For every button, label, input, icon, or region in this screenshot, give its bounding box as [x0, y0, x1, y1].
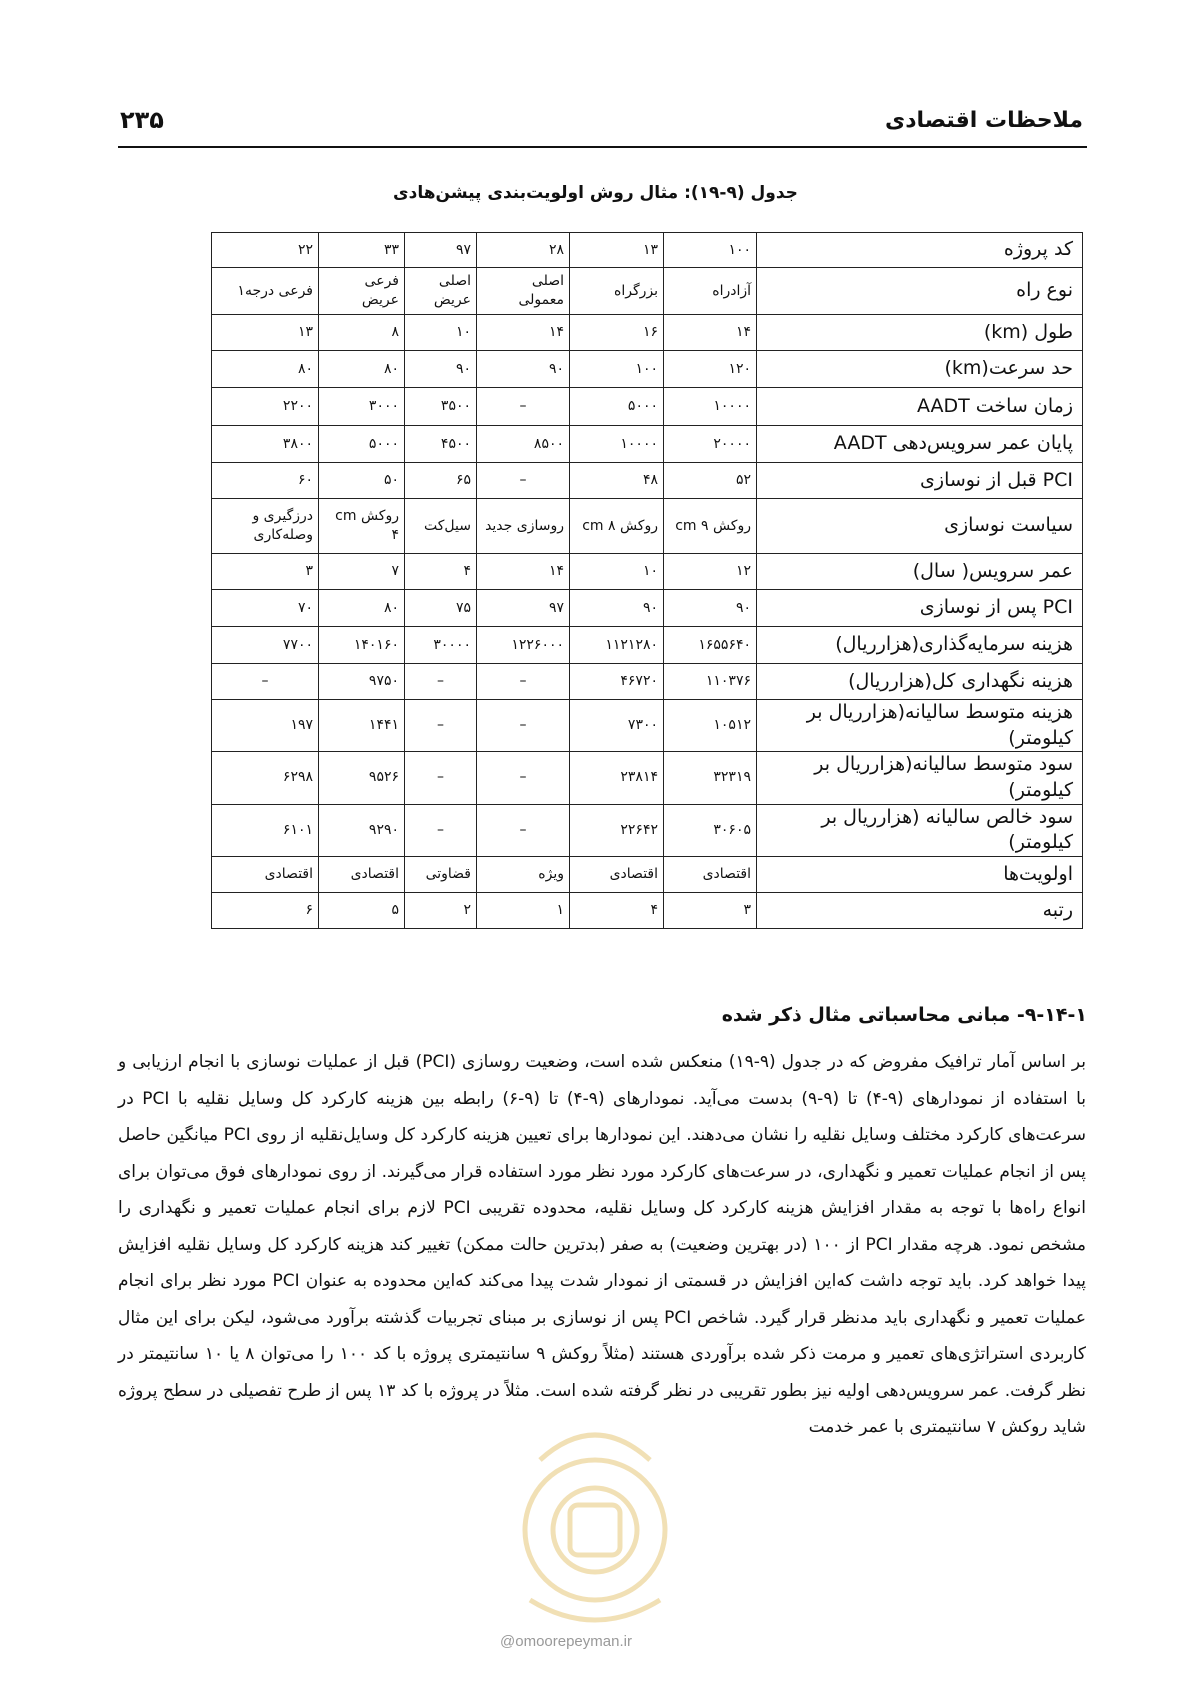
table-cell: قضاوتی: [405, 856, 477, 892]
table-row: [212, 700, 1083, 752]
table-cell: ۳۰۰۰۰: [405, 627, 477, 664]
table-cell: –: [477, 388, 570, 426]
table-cell: ۹۷: [405, 233, 477, 268]
row-label: نوع راه: [757, 268, 1083, 315]
table-cell: ۱۴: [477, 554, 570, 590]
row-label: هزینه نگهداری کل(هزارریال): [757, 664, 1083, 700]
table-cell: ۶۰: [212, 463, 319, 499]
table-cell: –: [405, 752, 477, 804]
table-cell: آزادراه: [664, 268, 757, 315]
table-cell: ۱۶۵۵۶۴۰: [664, 627, 757, 664]
table-caption: جدول (۹-۱۹): مثال روش اولویت‌بندی پیشن‌هادی: [393, 183, 798, 203]
table-cell: اصلی معمولی: [477, 268, 570, 315]
table-cell: ۵۲: [664, 463, 757, 499]
table-cell: ۲۸: [477, 233, 570, 268]
table-cell: ۹۰: [477, 351, 570, 388]
table-cell: –: [477, 700, 570, 752]
table-cell: ۶۱۰۱: [212, 804, 319, 856]
table-cell: ۱۴۰۱۶۰: [319, 627, 405, 664]
table-cell: ۹۰: [405, 351, 477, 388]
page-number: ۲۳۵: [120, 106, 164, 134]
table-cell: ۲۲۶۴۲: [570, 804, 664, 856]
table-cell: ۱۳: [570, 233, 664, 268]
table-row: [212, 233, 1083, 268]
table-cell: اصلی عریض: [405, 268, 477, 315]
table-cell: درزگیری و وصله‌کاری: [212, 499, 319, 554]
section-heading: ۹-۱۴-۱- مبانی محاسباتی مثال ذکر شده: [721, 1004, 1087, 1026]
table-cell: ۵۰: [319, 463, 405, 499]
table-cell: ۹۷: [477, 590, 570, 627]
table-cell: ۳۳: [319, 233, 405, 268]
table-cell: اقتصادی: [570, 856, 664, 892]
table-cell: ۶۵: [405, 463, 477, 499]
table-cell: ۱۴: [477, 315, 570, 351]
table-cell: ۸۵۰۰: [477, 426, 570, 463]
table-cell: بزرگراه: [570, 268, 664, 315]
table-cell: ۵۰۰۰: [570, 388, 664, 426]
row-label: سیاست نوسازی: [757, 499, 1083, 554]
table-cell: ۷: [319, 554, 405, 590]
table-cell: –: [212, 664, 319, 700]
table-cell: ۱۴: [664, 315, 757, 351]
table-row: [212, 752, 1083, 804]
table-row: [212, 388, 1083, 426]
table-cell: ۲۲۰۰: [212, 388, 319, 426]
table-cell: ۱۰۰: [570, 351, 664, 388]
table-cell: ۷۳۰۰: [570, 700, 664, 752]
table-cell: اقتصادی: [664, 856, 757, 892]
table-cell: ۷۵: [405, 590, 477, 627]
table-cell: فرعی عریض: [319, 268, 405, 315]
table-cell: روسازی جدید: [477, 499, 570, 554]
table-row: [212, 590, 1083, 627]
row-label: PCI پس از نوسازی: [757, 590, 1083, 627]
table-cell: –: [477, 752, 570, 804]
table-cell: ۴: [405, 554, 477, 590]
table-cell: ۶: [212, 892, 319, 928]
table-cell: ۵۰۰۰: [319, 426, 405, 463]
table-cell: ۹۰: [570, 590, 664, 627]
body-paragraph: بر اساس آمار ترافیک مفروض که در جدول (۹-۱۹) منعکس شده است، وضعیت روسازی (PCI) قبل از عملیات نوسازی با انجام ارزیابی و با استفاده از نمودارهای (۹-۴) تا (۹-۹) بدست می‌آید. نمودارهای (۹-۴) تا (۹-۶) رابطه بین هزینه کارکرد کل وسایل نقلیه با PCI در سرعت‌های کارکرد مختلف وسایل نقلیه را نشان می‌دهند. این نمودارها برای تعیین هزینه کارکرد کل وسایل‌نقلیه از روی PCI میانگین حاصل پس از انجام عملیات تعمیر و نگهداری، در سرعت‌های کارکرد مورد نظر مورد استفاده قرار می‌گیرند. از روی نمودارهای فوق می‌توان برای انواع راه‌ها با توجه به مقدار افزایش هزینه کارکرد کل وسایل نقلیه، محدوده تقریبی PCI لازم برای انجام عملیات تعمیر و نگهداری را مشخص نمود. هرچه مقدار PCI از ۱۰۰ (در بهترین وضعیت) به صفر (بدترین حالت ممکن) تغییر کند هزینه کارکرد کل وسایل نقلیه افزایش پیدا خواهد کرد. باید توجه داشت که‌این افزایش در قسمتی از نمودار شدت پیدا می‌کند که‌این محدوده به عنوان PCI مورد نظر برای انجام عملیات تعمیر و نگهداری باید مدنظر قرار گیرد. شاخص PCI پس از نوسازی بر مبنای تجربیات گذشته برآورد می‌شود، لیکن برای این مثال کاربردی استراتژی‌های تعمیر و مرمت ذکر شده برآوردی هستند (مثلاً روکش ۹ سانتیمتری پروژه با کد ۱۰۰ را می‌توان ۸ یا ۱۰ سانتیمتر در نظر گرفت. عمر سرویس‌دهی اولیه نیز بطور تقریبی در نظر گرفته شده است. مثلاً در پروژه با کد ۱۳ پس از طرح تفصیلی در سطح پروژه شاید روکش ۷ سانتیمتری با عمر خدمت: [118, 1052, 1087, 1437]
table-cell: ۱۳: [212, 315, 319, 351]
table-cell: ۱۴۴۱: [319, 700, 405, 752]
table-cell: ۱: [477, 892, 570, 928]
table-cell: ۷۷۰۰: [212, 627, 319, 664]
table-cell: ۱۰۵۱۲: [664, 700, 757, 752]
table-row: [212, 554, 1083, 590]
table-row: [212, 463, 1083, 499]
table-row: [212, 856, 1083, 892]
table-cell: ۲۰۰۰۰: [664, 426, 757, 463]
table-cell: ۱۶: [570, 315, 664, 351]
table-cell: –: [405, 700, 477, 752]
running-header-title: ملاحظات اقتصادی: [885, 108, 1083, 133]
table-cell: ۷۰: [212, 590, 319, 627]
table-cell: –: [477, 664, 570, 700]
table-cell: ۱۲: [664, 554, 757, 590]
row-label: اولویت‌ها: [757, 856, 1083, 892]
row-label: هزینه متوسط سالیانه(هزارریال بر کیلومتر): [757, 700, 1083, 752]
table-row: [212, 268, 1083, 315]
table-cell: –: [405, 804, 477, 856]
table-cell: ۳۲۳۱۹: [664, 752, 757, 804]
table-cell: ۶۲۹۸: [212, 752, 319, 804]
table-cell: ۹۵۲۶: [319, 752, 405, 804]
table-cell: ۱۰۰۰۰: [664, 388, 757, 426]
row-label: حد سرعت(km): [757, 351, 1083, 388]
table-row: [212, 664, 1083, 700]
table-cell: ۳۰۶۰۵: [664, 804, 757, 856]
table-cell: ۸: [319, 315, 405, 351]
table-cell: فرعی درجه۱: [212, 268, 319, 315]
table-row: [212, 315, 1083, 351]
table-cell: ۲: [405, 892, 477, 928]
table-cell: ۳۵۰۰: [405, 388, 477, 426]
row-label: PCI قبل از نوسازی: [757, 463, 1083, 499]
table-cell: ۴۵۰۰: [405, 426, 477, 463]
row-label: زمان ساخت AADT: [757, 388, 1083, 426]
table-cell: ۱۱۰۳۷۶: [664, 664, 757, 700]
row-label: عمر سرویس( سال): [757, 554, 1083, 590]
table-cell: ۲۳۸۱۴: [570, 752, 664, 804]
row-label: سود متوسط سالیانه(هزارریال بر کیلومتر): [757, 752, 1083, 804]
table-row: [212, 804, 1083, 856]
table-cell: ۱۰۰۰۰: [570, 426, 664, 463]
table-cell: ۲۲: [212, 233, 319, 268]
table-cell: ۴۶۷۲۰: [570, 664, 664, 700]
table-cell: ۱۰: [570, 554, 664, 590]
table-cell: ۱۹۷: [212, 700, 319, 752]
table-cell: ۱۲۲۶۰۰۰: [477, 627, 570, 664]
table-cell: ۱۰۰: [664, 233, 757, 268]
prioritization-table: [211, 232, 1083, 929]
table-row: [212, 892, 1083, 928]
table-cell: ویژه: [477, 856, 570, 892]
table-cell: ۳۸۰۰: [212, 426, 319, 463]
row-label: رتبه: [757, 892, 1083, 928]
table-cell: ۴: [570, 892, 664, 928]
watermark-url: @omoorepeyman.ir: [500, 1633, 632, 1650]
table-cell: ۴۸: [570, 463, 664, 499]
table-cell: ۸۰: [319, 590, 405, 627]
table-cell: ۵: [319, 892, 405, 928]
header-divider: [118, 146, 1087, 148]
table-cell: ۱۲۰: [664, 351, 757, 388]
table-cell: ۳: [212, 554, 319, 590]
table-cell: سیل‌کت: [405, 499, 477, 554]
row-label: هزینه سرمایه‌گذاری(هزارریال): [757, 627, 1083, 664]
table-row: [212, 426, 1083, 463]
table-row: [212, 499, 1083, 554]
table-cell: ۱۱۲۱۲۸۰: [570, 627, 664, 664]
table-cell: –: [477, 463, 570, 499]
table-cell: –: [405, 664, 477, 700]
row-label: سود خالص سالیانه (هزارریال بر کیلومتر): [757, 804, 1083, 856]
row-label: کد پروژه: [757, 233, 1083, 268]
table-cell: ۹۷۵۰: [319, 664, 405, 700]
table-cell: روکش cm ۹: [664, 499, 757, 554]
table-cell: ۳۰۰۰: [319, 388, 405, 426]
table-row: [212, 351, 1083, 388]
row-label: پایان عمر سرویس‌دهی AADT: [757, 426, 1083, 463]
table-cell: ۹۲۹۰: [319, 804, 405, 856]
table-cell: –: [477, 804, 570, 856]
table-cell: ۳: [664, 892, 757, 928]
table-cell: ۸۰: [212, 351, 319, 388]
table-cell: روکش cm ۴: [319, 499, 405, 554]
table-cell: اقتصادی: [319, 856, 405, 892]
row-label: طول (km): [757, 315, 1083, 351]
table-cell: روکش cm ۸: [570, 499, 664, 554]
table-cell: ۸۰: [319, 351, 405, 388]
table-row: [212, 627, 1083, 664]
table-cell: ۱۰: [405, 315, 477, 351]
table-cell: ۹۰: [664, 590, 757, 627]
table-cell: اقتصادی: [212, 856, 319, 892]
